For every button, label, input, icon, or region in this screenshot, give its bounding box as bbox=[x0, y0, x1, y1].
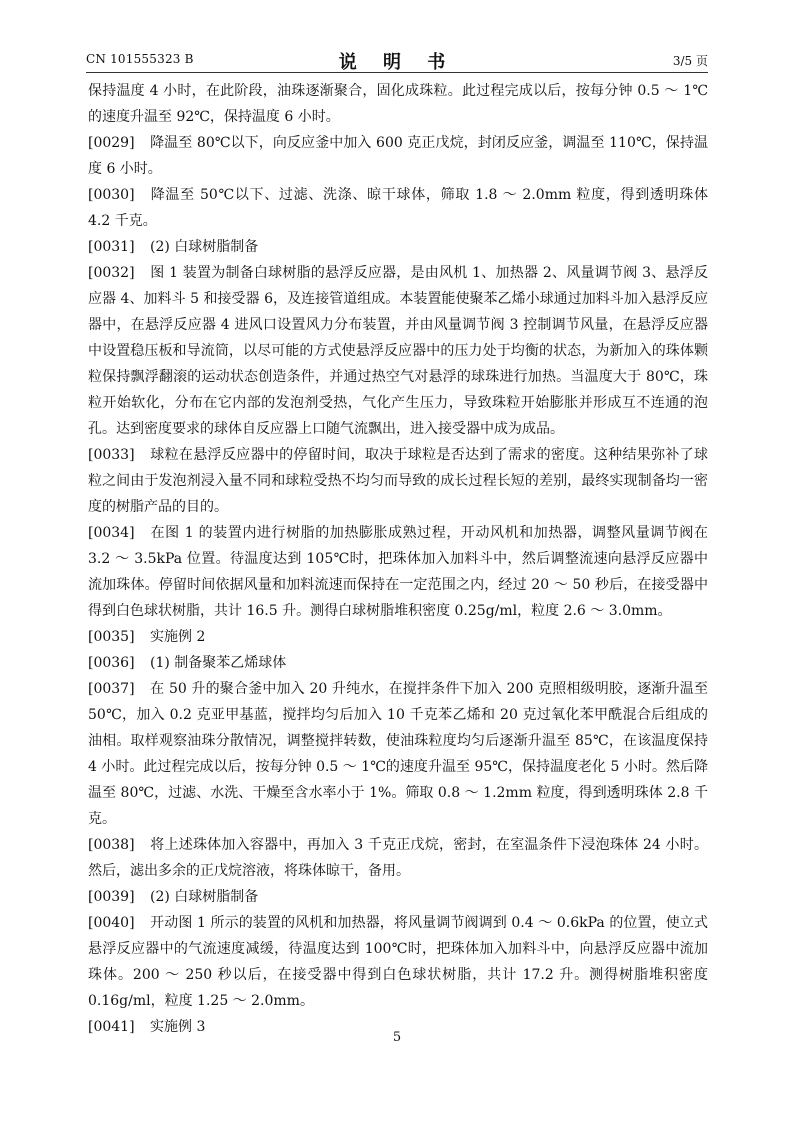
page-header bbox=[86, 48, 708, 73]
paragraph-number: [0030] bbox=[88, 187, 135, 203]
paragraph-number: [0038] bbox=[88, 837, 135, 853]
patent-number: CN 101555323 B bbox=[86, 52, 194, 66]
paragraph-text: (2) 白球树脂制备 bbox=[150, 889, 259, 905]
header-rule bbox=[86, 72, 708, 73]
paragraph-text: (2) 白球树脂制备 bbox=[150, 239, 259, 255]
paragraph bbox=[88, 676, 708, 832]
paragraph-number: [0031] bbox=[88, 239, 135, 255]
paragraph bbox=[88, 260, 708, 442]
paragraph bbox=[88, 182, 708, 234]
paragraph-text: 将上述珠体加入容器中，再加入 3 千克正戊烷，密封，在室温条件下浸泡珠体 24 小时。然后，滤出多余的正戊烷溶液，将珠体晾干，备用。 bbox=[88, 837, 708, 879]
paragraph bbox=[88, 234, 708, 260]
paragraph bbox=[88, 442, 708, 520]
paragraph-text: 开动图 1 所示的装置的风机和加热器，将风量调节阀调到 0.4 ～ 0.6kPa 的位置，使立式悬浮反应器中的气流速度减缓，待温度达到 100℃时，把珠体加入加料斗中，向悬浮反应器中流加珠体。200 ～ 250 秒以后，在接受器中得到白色球状树脂，共计 17.2 升。测得树脂堆积密度 0.16g/ml，粒度 1.25 ～ 2.0mm。 bbox=[88, 915, 708, 1009]
paragraph-number: [0035] bbox=[88, 629, 135, 645]
paragraph-number: [0032] bbox=[88, 265, 135, 281]
paragraph-text: 降温至 80℃以下，向反应釜中加入 600 克正戊烷，封闭反应釜，调温至 110℃，保持温度 6 小时。 bbox=[88, 135, 708, 177]
paragraph-text: 降温至 50℃以下、过滤、洗涤、晾干球体，筛取 1.8 ～ 2.0mm 粒度，得到透明珠体 4.2 千克。 bbox=[88, 187, 708, 229]
document-body bbox=[88, 78, 708, 1035]
paragraph-continuation bbox=[88, 78, 708, 130]
paragraph-number: [0040] bbox=[88, 915, 135, 931]
paragraph-number: [0036] bbox=[88, 655, 135, 671]
paragraph-text: 保持温度 4 小时，在此阶段，油珠逐渐聚合，固化成珠粒。此过程完成以后，按每分钟 0.5 ～ 1℃的速度升温至 92℃，保持温度 6 小时。 bbox=[88, 83, 708, 125]
paragraph bbox=[88, 130, 708, 182]
paragraph-number: [0029] bbox=[88, 135, 135, 151]
paragraph bbox=[88, 520, 708, 624]
page-info: 3/5 页 bbox=[672, 54, 708, 68]
paragraph bbox=[88, 910, 708, 1014]
paragraph-text: (1) 制备聚苯乙烯球体 bbox=[150, 655, 287, 671]
paragraph-number: [0041] bbox=[88, 1019, 135, 1035]
paragraph bbox=[88, 832, 708, 884]
page-number: 5 bbox=[392, 1030, 402, 1045]
paragraph-text: 图 1 装置为制备白球树脂的悬浮反应器，是由风机 1、加热器 2、风量调节阀 3、悬浮反应器 4、加料斗 5 和接受器 6，及连接管道组成。本装置能使聚苯乙烯小球通过加料斗加入悬浮反应器中，在悬浮反应器 4 进风口设置风力分布装置，并由风量调节阀 3 控制调节风量，在悬浮反应器中设置稳压板和导流筒，以尽可能的方式使悬浮反应器中的压力处于均衡的状态，为新加入的珠体颗粒保持飘浮翻滚的运动状态创造条件，并通过热空气对悬浮的球珠进行加热。当温度大于 80℃，珠粒开始软化，分布在它内部的发泡剂受热，气化产生压力，导致珠粒开始膨胀并形成互不连通的泡孔。达到密度要求的球体自反应器上口随气流飘出，进入接受器中成为成品。 bbox=[88, 265, 708, 437]
paragraph-number: [0037] bbox=[88, 681, 135, 697]
paragraph-text: 球粒在悬浮反应器中的停留时间，取决于球粒是否达到了需求的密度。这种结果弥补了球粒之间由于发泡剂浸入量不同和球粒受热不均匀而导致的成长过程长短的差别，最终实现制备均一密度的树脂产品的目的。 bbox=[88, 447, 708, 515]
paragraph-number: [0039] bbox=[88, 889, 135, 905]
paragraph bbox=[88, 884, 708, 910]
paragraph bbox=[88, 650, 708, 676]
paragraph-text: 实施例 3 bbox=[150, 1019, 206, 1035]
paragraph-text: 在 50 升的聚合釜中加入 20 升纯水，在搅拌条件下加入 200 克照相级明胶，逐渐升温至 50℃，加入 0.2 克亚甲基蓝，搅拌均匀后加入 10 千克苯乙烯和 20 克过氧化苯甲酰混合后组成的油相。取样观察油珠分散情况，调整搅拌转数，使油珠粒度均匀后逐渐升温至 85℃，在该温度保持 4 小时。此过程完成以后，按每分钟 0.5 ～ 1℃的速度升温至 95℃，保持温度老化 5 小时。然后降温至 80℃，过滤、水洗、干燥至含水率小于 1%。筛取 0.8 ～ 1.2mm 粒度，得到透明珠体 2.8 千克。 bbox=[88, 681, 708, 827]
paragraph-number: [0034] bbox=[88, 525, 135, 541]
paragraph-number: [0033] bbox=[88, 447, 135, 463]
paragraph-text: 在图 1 的装置内进行树脂的加热膨胀成熟过程，开动风机和加热器，调整风量调节阀在 3.2 ～ 3.5kPa 位置。待温度达到 105℃时，把珠体加入加料斗中，然后调整流速向悬浮反应器中流加珠体。停留时间依据风量和加料流速而保持在一定范围之内，经过 20 ～ 50 秒后，在接受器中得到白色球状树脂，共计 16.5 升。测得白球树脂堆积密度 0.25g/ml，粒度 2.6 ～ 3.0mm。 bbox=[88, 525, 708, 619]
paragraph-text: 实施例 2 bbox=[150, 629, 206, 645]
paragraph bbox=[88, 624, 708, 650]
document-title: 说 明 书 bbox=[338, 52, 456, 73]
